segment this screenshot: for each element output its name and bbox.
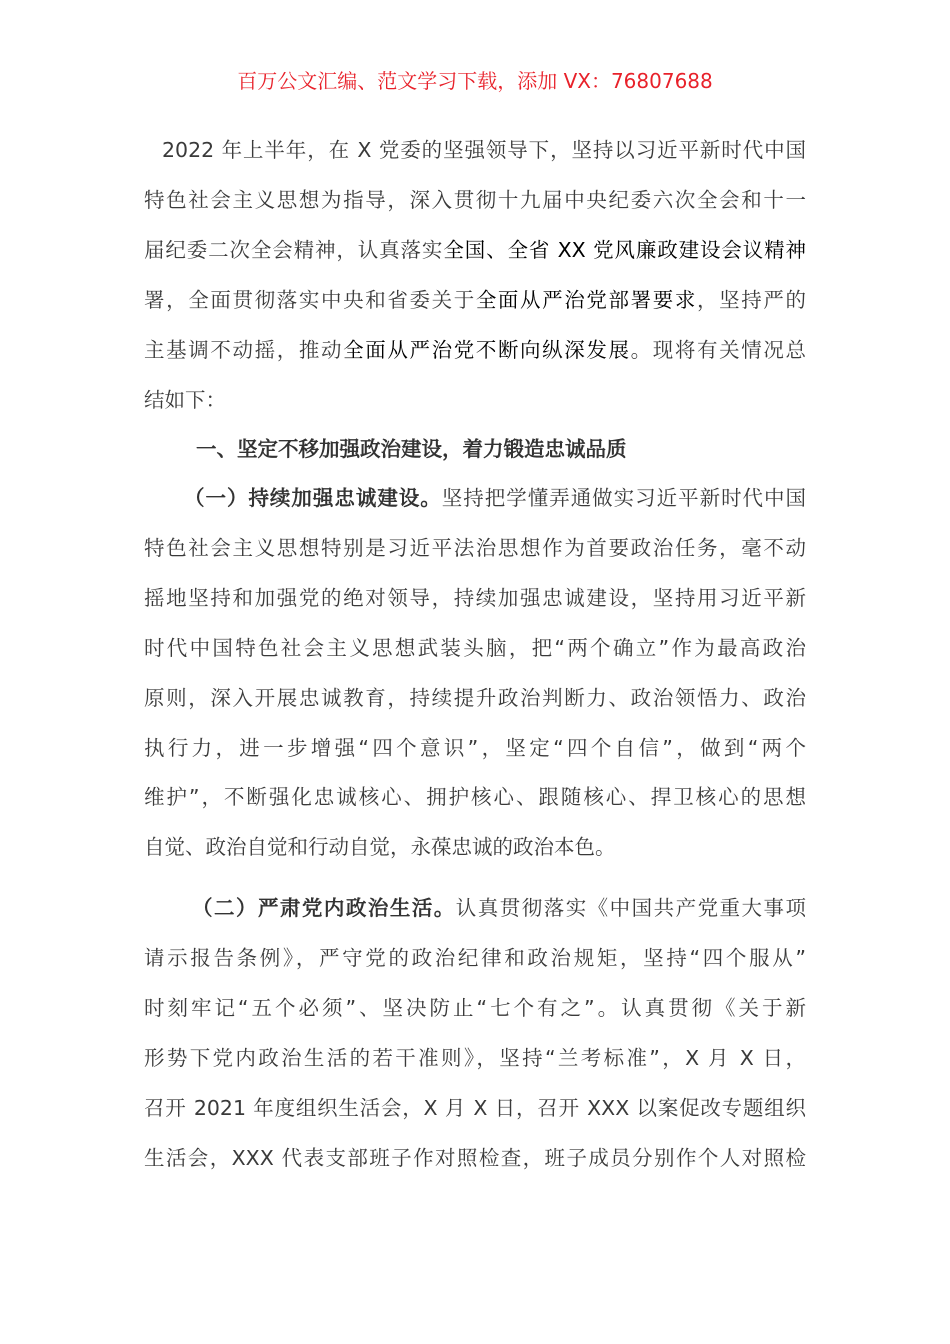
paragraph-line [144,944,806,972]
heading-text: 一、坚定不移加强政治建设，着力锻造忠诚品质 [196,437,627,461]
paragraph-line [144,894,806,922]
body-text: 全面从严治党部署要求 [475,288,698,312]
paragraph-line [144,634,806,662]
body-text: 自觉、政治自觉和行动自觉，永葆忠诚的政治本色。 [144,835,616,859]
body-text: 认真贯彻落实《中国共产党重大事项 [455,896,807,920]
body-text: 执行力，进一步增强“四个意识”，坚定“四个自信”，做到“两个 [144,736,806,760]
body-text: 。现将有关情况总 [630,338,807,362]
body-text: 时代中国特色社会主义思想武装头脑，把“两个确立”作为最高政治 [144,636,806,660]
body-text: 形势下党内政治生活的若干准则》，坚持“兰考标准”，X 月 X 日， [144,1046,806,1070]
body-text: 召开 2021 年度组织生活会，X 月 X 日，召开 XXX 以案促改专题组织 [144,1096,806,1120]
paragraph-line [144,236,806,264]
body-text: 坚持把学懂弄通做实习近平新时代中国 [441,486,807,510]
body-text: 全国、全省 XX 党风廉政建设会议精神 [443,238,806,262]
paragraph-line [144,386,806,414]
paragraph-line [144,1094,806,1122]
body-text: 全面从严治党不断向纵深发展 [343,338,631,362]
body-text: 届纪委二次全会精神，认真落实 [144,238,444,262]
body-text: 请示报告条例》，严守党的政治纪律和政治规矩，坚持“四个服从” [144,946,806,970]
body-text: 原则，深入开展忠诚教育，持续提升政治判断力、政治领悟力、政治 [144,686,806,710]
body-text: 结如下： [144,388,226,412]
body-text: 2022 年上半年，在 X 党委的坚强领导下，坚持以习近平新时代中国 [162,138,806,162]
watermark-header: 百万公文汇编、范文学习下载，添加 VX：76807688 [237,69,713,93]
paragraph-line [144,336,806,364]
body-text: 署，全面贯彻落实中央和省委关于 [144,288,476,312]
paragraph-line [144,484,806,512]
paragraph-line [144,584,806,612]
body-text: 维护”，不断强化忠诚核心、拥护核心、跟随核心、捍卫核心的思想 [144,785,806,809]
paragraph-line [144,136,806,164]
heading-text: （一）持续加强忠诚建设。 [184,486,442,510]
paragraph-line [144,783,806,811]
body-text: ，坚持严的 [697,288,807,312]
paragraph-line [144,833,806,861]
paragraph-line [144,1144,806,1172]
body-text: 生活会，XXX 代表支部班子作对照检查，班子成员分别作个人对照检 [144,1146,806,1170]
paragraph-line [144,734,806,762]
body-text: 时刻牢记“五个必须”、坚决防止“七个有之”。认真贯彻《关于新 [144,996,806,1020]
paragraph-line [144,286,806,314]
paragraph-line [144,186,806,214]
body-text: 特色社会主义思想为指导，深入贯彻十九届中央纪委六次全会和十一 [144,188,806,212]
body-text: 摇地坚持和加强党的绝对领导，持续加强忠诚建设，坚持用习近平新 [144,586,806,610]
heading-text: （二）严肃党内政治生活。 [192,896,456,920]
paragraph-line [144,1044,806,1072]
paragraph-line [144,435,806,463]
paragraph-line [144,994,806,1022]
body-text: 主基调不动摇，推动 [144,338,344,362]
body-text: 特色社会主义思想特别是习近平法治思想作为首要政治任务，毫不动 [144,536,806,560]
paragraph-line [144,684,806,712]
paragraph-line [144,534,806,562]
